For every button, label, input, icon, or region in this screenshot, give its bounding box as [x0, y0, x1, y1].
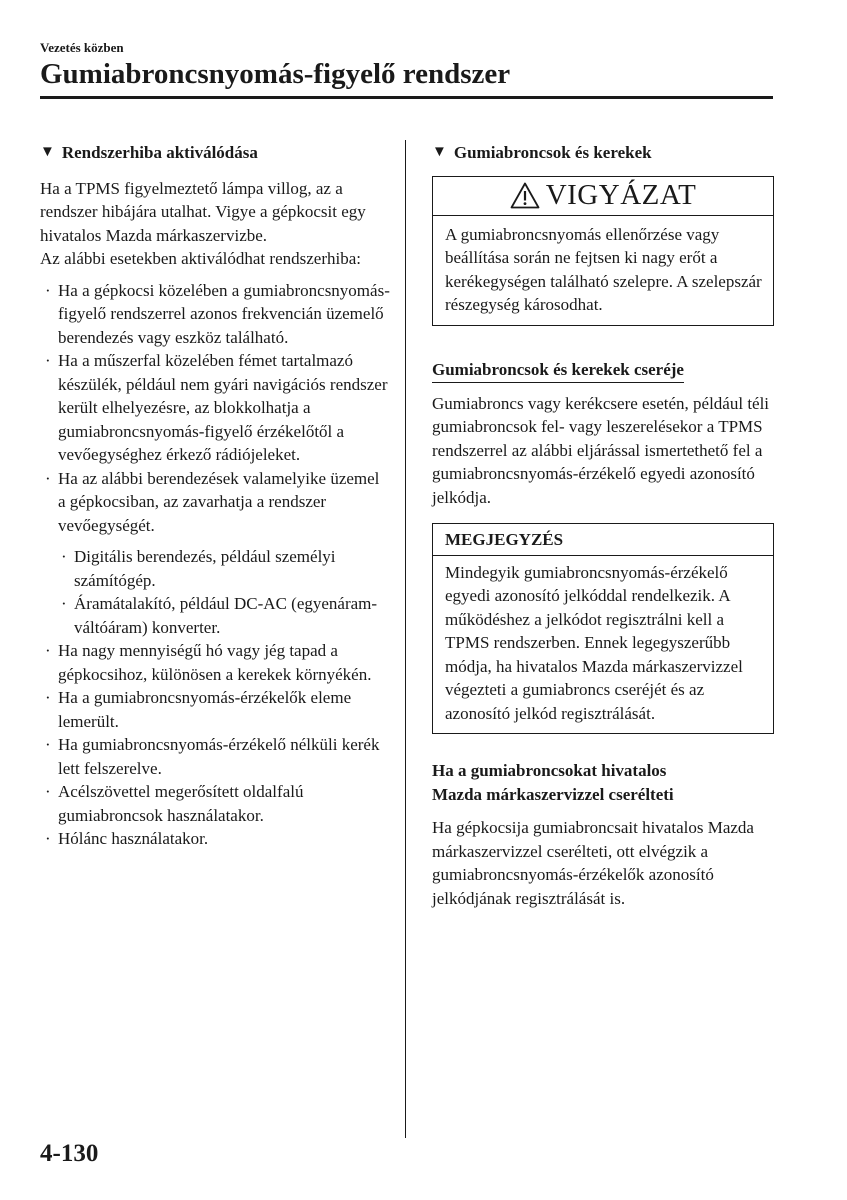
left-heading-text: Rendszerhiba aktiválódása — [61, 143, 258, 162]
right-heading-text: Gumiabroncsok és kerekek — [453, 143, 652, 162]
page-number: 4-130 — [40, 1140, 99, 1167]
left-section-heading — [40, 141, 390, 165]
list-item — [40, 827, 390, 851]
dealer-heading-line-2: Mazda márkaszervizzel cserélteti — [432, 784, 674, 804]
page-title: Gumiabroncsnyomás-figyelő rendszer — [40, 58, 511, 90]
dealer-heading-line-1: Ha a gumiabroncsokat hivatalos — [432, 761, 667, 780]
sub-list-item-text: Digitális berendezés, például személyi számítógép. — [74, 547, 336, 590]
device-sub-list — [40, 545, 390, 639]
list-item — [40, 686, 390, 733]
list-item-text: Acélszövettel megerősített oldalfalú gumiabroncsok használatakor. — [58, 782, 304, 825]
fault-list — [40, 279, 390, 538]
bullet-dot-icon: · — [45, 351, 51, 370]
note-header: MEGJEGYZÉS — [433, 524, 773, 556]
caution-box — [432, 176, 774, 326]
bullet-dot-icon: · — [45, 829, 51, 848]
bullet-dot-icon: · — [45, 280, 51, 300]
right-column — [432, 141, 774, 910]
replacement-subheading: Gumiabroncsok és kerekek cseréje — [432, 359, 684, 383]
list-item — [40, 733, 390, 780]
list-item-text: Ha a gumiabroncsnyomás-érzékelők eleme lemerült. — [58, 688, 352, 731]
list-item-text: Ha a műszerfal közelében fémet tartalmazó készülék, például nem gyári navigációs rendszer került elhelyezésre, az blokkolhatja a gumiabroncsnyomás-figyelő érzékelőtől a vevőegységhez érkező rádiójeleket. — [58, 351, 388, 464]
dealer-paragraph: Ha gépkocsija gumiabroncsait hivatalos Mazda márkaszervizzel cserélteti, ott elvégzik a gumiabroncsnyomás-érzékelők azonosító jelkódjának regisztrálását is. — [432, 818, 754, 908]
list-item-text: Ha a gépkocsi közelében a gumiabroncsnyomás-figyelő rendszerrel azonos frekvencián üzemelő berendezés vagy eszköz található. — [58, 280, 390, 347]
list-item — [40, 467, 390, 538]
intro-paragraph: Ha a TPMS figyelmeztető lámpa villog, az a rendszer hibájára utalhat. Vigye a gépkocsit egy hivatalos Mazda márkaszervizbe. — [40, 178, 366, 245]
list-item-text: Ha nagy mennyiségű hó vagy jég tapad a gépkocsihoz, különösen a kerekek környékén. — [58, 641, 372, 684]
bullet-dot-icon: · — [45, 641, 51, 660]
note-box — [432, 523, 774, 734]
fault-list-continued — [40, 639, 390, 851]
right-section-heading — [432, 141, 774, 165]
bullet-dot-icon: · — [61, 594, 67, 613]
list-item-text: Hólánc használatakor. — [58, 829, 209, 848]
list-item-text: Ha az alábbi berendezések valamelyike üzemel a gépkocsiban, az zavarhatja a rendszer vevőegységét. — [58, 468, 380, 535]
dealer-heading — [432, 759, 774, 806]
sub-list-item — [40, 592, 390, 639]
section-label: Vezetés közben — [40, 40, 124, 55]
sub-list-item — [40, 545, 390, 592]
triangle-down-icon: ▼ — [432, 144, 447, 161]
replacement-paragraph: Gumiabroncs vagy kerékcsere esetén, például téli gumiabroncsok fel- vagy leszerelésekor a TPMS rendszerrel az alábbi eljárással ismertethető fel a gumiabroncsnyomás-érzékelő egyedi azonosító jelkódja. — [432, 393, 770, 507]
bullet-dot-icon: · — [45, 688, 51, 707]
caution-header — [433, 177, 773, 216]
column-divider — [405, 140, 406, 1138]
list-item — [40, 639, 390, 686]
caution-body: A gumiabroncsnyomás ellenőrzése vagy beállítása során ne fejtsen ki nagy erőt a kerékegységen található szelepre. A szelepszár részegység károsodhat. — [445, 224, 762, 314]
triangle-down-icon: ▼ — [40, 144, 55, 161]
intro-paragraph-2: Az alábbi esetekben aktiválódhat rendszerhiba: — [40, 249, 361, 268]
bullet-dot-icon: · — [45, 468, 51, 488]
list-item — [40, 780, 390, 827]
bullet-dot-icon: · — [45, 782, 51, 801]
list-item — [40, 279, 390, 350]
bullet-dot-icon: · — [45, 735, 51, 754]
list-item-text: Ha gumiabroncsnyomás-érzékelő nélküli kerék lett felszerelve. — [58, 735, 380, 778]
left-column — [40, 141, 390, 851]
list-item — [40, 349, 390, 467]
bullet-dot-icon: · — [61, 547, 67, 566]
caution-title: VIGYÁZAT — [545, 178, 697, 211]
title-rule — [40, 96, 773, 99]
note-body: Mindegyik gumiabroncsnyomás-érzékelő egyedi azonosító jelkóddal rendelkezik. A működéshez a jelkódot regisztrálni kell a TPMS rendszerben. Ennek legegyszerűbb módja, ha hivatalos Mazda márkaszervizzel végezteti a gumiabroncs cseréjét és az azonosító jelkód regisztrálását. — [445, 562, 743, 723]
sub-list-item-text: Áramátalakító, például DC-AC (egyenáram-váltóáram) konverter. — [74, 594, 378, 637]
warning-triangle-icon — [510, 182, 540, 209]
